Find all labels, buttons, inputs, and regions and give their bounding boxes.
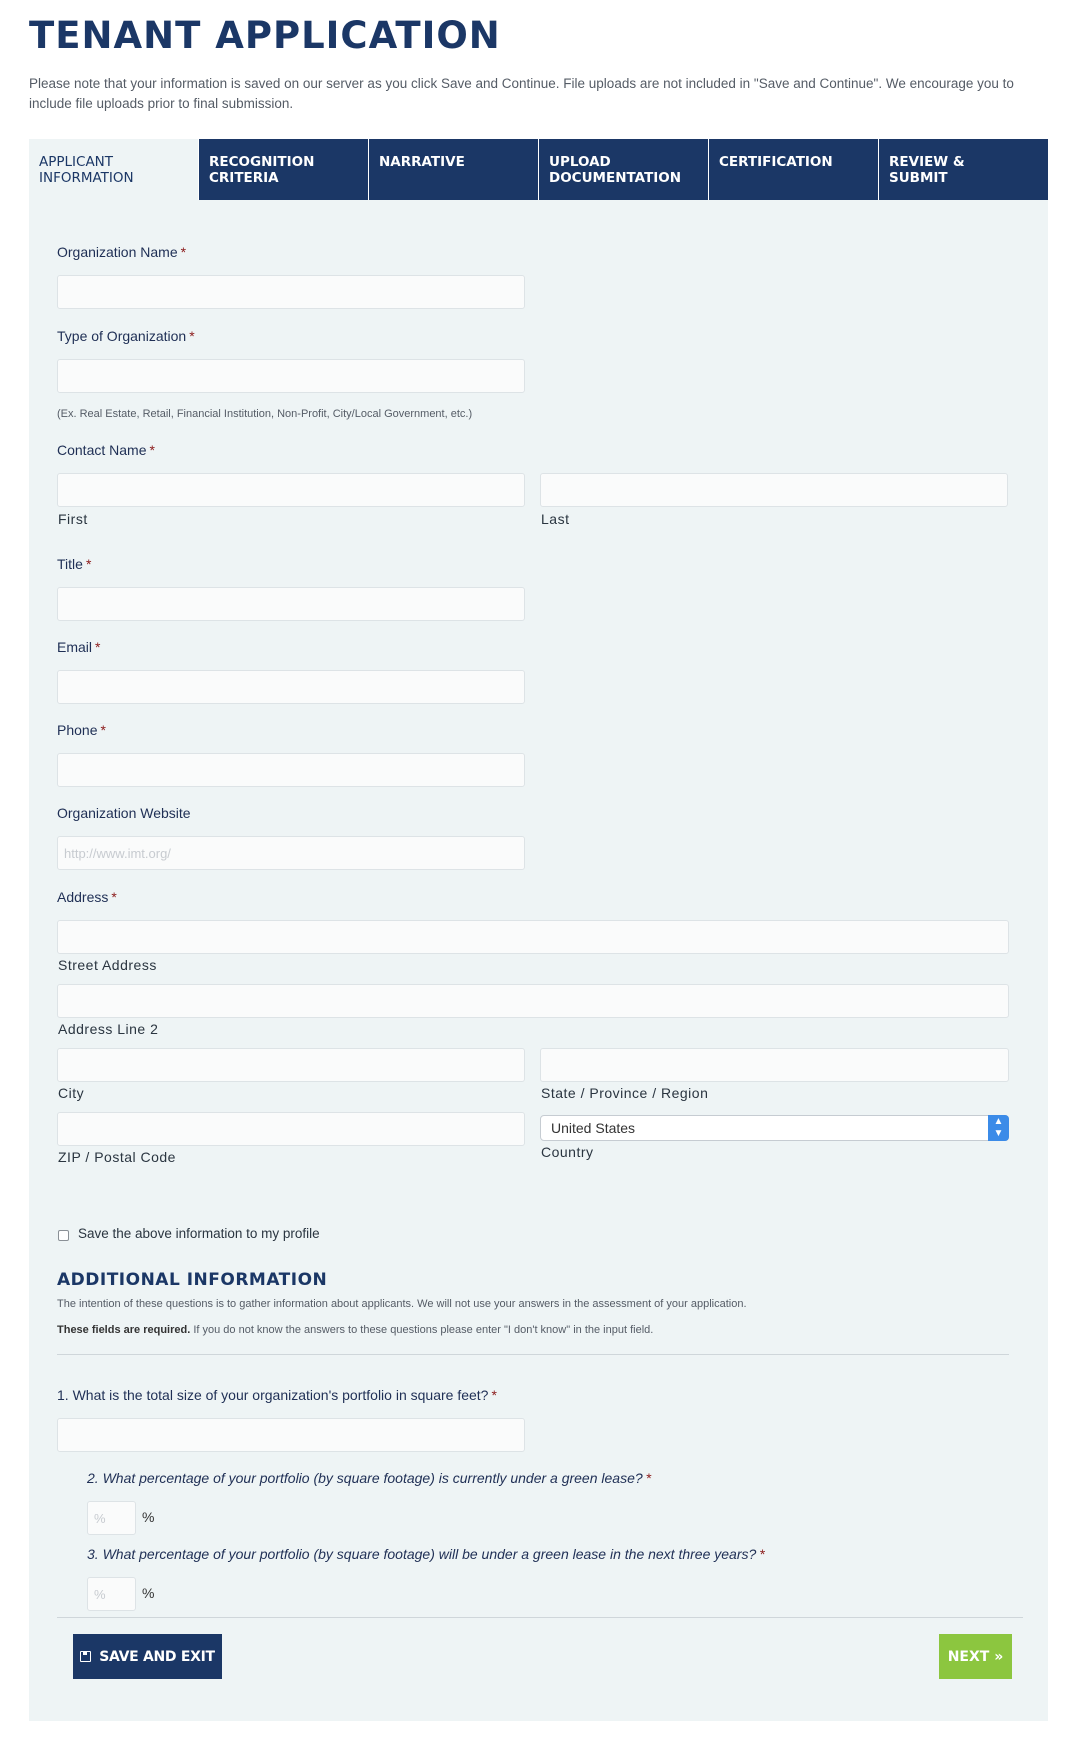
required-mark: *: [189, 328, 195, 344]
street-address-input[interactable]: [57, 920, 1009, 954]
percent-unit-label: %: [142, 1585, 155, 1601]
green-lease-current-pct-input[interactable]: [87, 1501, 136, 1535]
next-button[interactable]: [939, 1634, 1012, 1679]
last-name-sublabel: Last: [541, 511, 570, 527]
footer-divider: [57, 1617, 1023, 1618]
state-province-region-input[interactable]: [540, 1048, 1009, 1082]
required-note-text: If you do not know the answers to these questions please enter "I don't know" in the input field.: [190, 1324, 654, 1336]
floppy-disk-icon: [80, 1651, 91, 1662]
tab-narrative[interactable]: NARRATIVE: [368, 139, 538, 200]
form-panel: [29, 200, 1048, 1721]
save-profile-checkbox[interactable]: [58, 1230, 69, 1241]
question-1-text: 1. What is the total size of your organization's portfolio in square feet?: [57, 1387, 489, 1403]
city-input[interactable]: [57, 1048, 525, 1082]
question-2-text: 2. What percentage of your portfolio (by square footage) is currently under a green lease?: [87, 1470, 643, 1486]
green-lease-future-pct-input[interactable]: [87, 1577, 136, 1611]
save-profile-label: Save the above information to my profile: [78, 1226, 320, 1241]
organization-website-label: Organization Website: [57, 805, 191, 821]
tab-upload-documentation[interactable]: UPLOAD DOCUMENTATION: [538, 139, 708, 200]
tab-bar: [29, 139, 1048, 200]
contact-last-name-input[interactable]: [540, 473, 1008, 507]
title-label: [57, 556, 91, 572]
type-of-organization-label-text: Type of Organization: [57, 328, 187, 344]
type-of-organization-input[interactable]: [57, 359, 525, 393]
contact-name-label: [57, 442, 155, 458]
tab-review-submit[interactable]: REVIEW & SUBMIT: [878, 139, 1048, 200]
type-of-organization-label: [57, 328, 195, 344]
required-mark: *: [111, 889, 117, 905]
tab-recognition-criteria[interactable]: RECOGNITION CRITERIA: [198, 139, 368, 200]
additional-information-intro: The intention of these questions is to gather information about applicants. We will not use your answers in the assessment of your application.: [57, 1298, 747, 1310]
title-label-text: Title: [57, 556, 83, 572]
required-mark: *: [95, 639, 101, 655]
tab-applicant-information[interactable]: APPLICANT INFORMATION: [29, 139, 198, 200]
tab-certification[interactable]: CERTIFICATION: [708, 139, 878, 200]
city-sublabel: City: [58, 1085, 85, 1101]
required-mark: *: [85, 556, 92, 572]
type-of-organization-hint: (Ex. Real Estate, Retail, Financial Institution, Non-Profit, City/Local Government, etc.): [57, 408, 473, 420]
required-mark: *: [645, 1470, 652, 1486]
state-sublabel: State / Province / Region: [541, 1085, 709, 1101]
street-address-sublabel: Street Address: [58, 957, 157, 973]
country-select-value: United States: [551, 1120, 636, 1136]
intro-text: Please note that your information is saved on our server as you click Save and Continue. File uploads are not included in "Save and Continue". We encourage you to include file uploads prior to final submission.: [29, 76, 1014, 111]
email-input[interactable]: [57, 670, 525, 704]
organization-name-label-text: Organization Name: [57, 244, 178, 260]
address-label: [57, 889, 117, 905]
save-and-exit-label: SAVE AND EXIT: [99, 1648, 215, 1665]
question-2-label: [87, 1470, 651, 1486]
zip-postal-code-input[interactable]: [57, 1112, 525, 1146]
question-3-text: 3. What percentage of your portfolio (by square footage) will be under a green lease in the next three years?: [87, 1546, 757, 1562]
contact-name-label-text: Contact Name: [57, 442, 147, 458]
address-line-2-sublabel: Address Line 2: [58, 1021, 159, 1037]
chevron-up-down-icon: ▲ ▼: [988, 1115, 1009, 1141]
next-button-label: NEXT »: [947, 1648, 1004, 1665]
phone-label: [57, 722, 106, 738]
section-divider: [57, 1354, 1009, 1355]
organization-name-input[interactable]: [57, 275, 525, 309]
question-1-label: [57, 1387, 497, 1403]
organization-website-input[interactable]: [57, 836, 525, 870]
question-3-label: [87, 1546, 765, 1562]
address-line-2-input[interactable]: [57, 984, 1009, 1018]
portfolio-size-input[interactable]: [57, 1418, 525, 1452]
required-mark: *: [180, 244, 187, 260]
first-name-sublabel: First: [58, 511, 88, 527]
contact-first-name-input[interactable]: [57, 473, 525, 507]
phone-label-text: Phone: [57, 722, 98, 738]
phone-input[interactable]: [57, 753, 525, 787]
address-label-text: Address: [57, 889, 109, 905]
required-note-bold: These fields are required.: [57, 1324, 191, 1336]
required-mark: *: [491, 1387, 497, 1403]
page-title: TENANT APPLICATION: [29, 14, 501, 57]
country-sublabel: Country: [541, 1144, 594, 1160]
title-input[interactable]: [57, 587, 525, 621]
country-select[interactable]: [540, 1115, 1009, 1141]
required-mark: *: [149, 442, 155, 458]
required-mark: *: [759, 1546, 765, 1562]
zip-sublabel: ZIP / Postal Code: [58, 1149, 176, 1165]
additional-information-title: ADDITIONAL INFORMATION: [57, 1270, 328, 1290]
organization-name-label: [57, 244, 186, 260]
additional-information-required-note: [57, 1324, 653, 1336]
percent-unit-label: %: [142, 1509, 155, 1525]
email-label: [57, 639, 100, 655]
required-mark: *: [100, 722, 106, 738]
email-label-text: Email: [57, 639, 93, 655]
save-and-exit-button[interactable]: [73, 1634, 222, 1679]
